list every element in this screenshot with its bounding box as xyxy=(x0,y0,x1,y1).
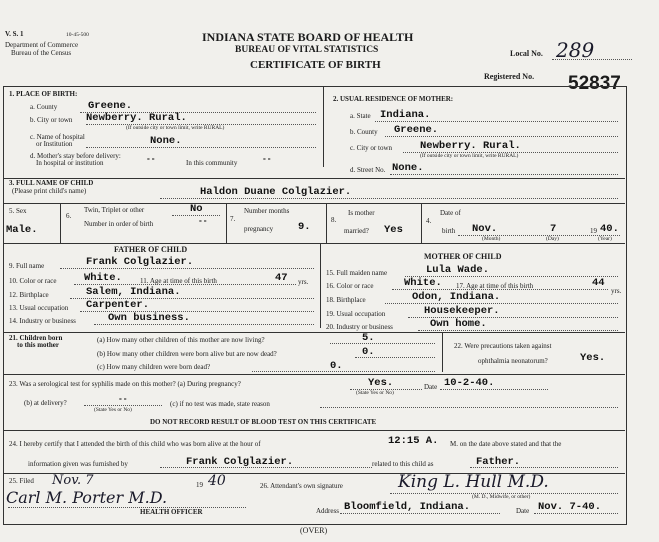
relation-value: Father. xyxy=(476,456,521,468)
residence-state-label: a. State xyxy=(350,112,371,120)
hospital-label: c. Name of hospital xyxy=(30,133,85,141)
mother-occupation-value: Housekeeper. xyxy=(424,305,500,317)
hospital-value: None. xyxy=(150,135,182,147)
stillborn-value: 0. xyxy=(330,360,343,372)
institution-label: or Institution xyxy=(36,140,73,148)
residence-city-label: c. City or town xyxy=(350,144,392,152)
filed-label: 25. Filed xyxy=(9,477,34,485)
father-name-value: Frank Colglazier. xyxy=(86,256,194,268)
certify-statement-end: M. on the date above stated and that the xyxy=(450,440,562,448)
relation-label: related to this child as xyxy=(372,460,434,468)
twin-value: No xyxy=(190,203,203,215)
father-birthplace-value: Salem, Indiana. xyxy=(86,286,181,298)
twin-number: 6. xyxy=(66,212,72,220)
health-officer-signature: Carl M. Porter M.D. xyxy=(6,488,168,507)
attendant-signature-label: 26. Attendant's own signature xyxy=(260,482,343,490)
father-age-unit: yrs. xyxy=(298,278,309,286)
father-occupation-label: 13. Usual occupation xyxy=(9,304,69,312)
certify-statement: 24. I hereby certify that I attended the birth of this child who was born alive at the hour of xyxy=(9,440,261,448)
child-name-heading: 3. FULL NAME OF CHILD xyxy=(9,179,94,187)
mother-race-label: 16. Color or race xyxy=(326,282,374,290)
health-officer-label: HEALTH OFFICER xyxy=(140,508,203,516)
residence-city-value: Newberry. Rural. xyxy=(420,140,521,152)
father-race-value: White. xyxy=(84,272,122,284)
ophthalmia-subquestion: ophthalmia neonatorum? xyxy=(478,357,548,365)
form-number: V. S. 1 xyxy=(5,30,24,38)
father-birthplace-label: 12. Birthplace xyxy=(9,291,49,299)
residence-county-label: b. County xyxy=(350,128,378,136)
bureau-line: Bureau of the Census xyxy=(11,49,72,57)
serology-question: 23. Was a serological test for syphilis made on this mother? (a) During pregnancy? xyxy=(9,380,241,388)
serology-date-label: Date xyxy=(424,383,438,391)
year-note: (Year) xyxy=(598,236,612,242)
birth-city-label: b. City or town xyxy=(30,116,73,124)
birth-label: birth xyxy=(442,227,456,235)
serology-reason-label: (c) if no test was made, state reason xyxy=(170,400,270,408)
department-line: Department of Commerce xyxy=(5,41,79,49)
informant-value: Frank Colglazier. xyxy=(186,456,294,468)
registered-number-label: Registered No. xyxy=(484,72,535,81)
birth-city-note: (If outside city or town limit, write RURAL) xyxy=(126,125,225,131)
blood-test-warning: DO NOT RECORD RESULT OF BLOOD TEST ON THIS CERTIFICATE xyxy=(150,418,377,426)
certificate-title: CERTIFICATE OF BIRTH xyxy=(250,59,381,71)
filed-year-value: 40 xyxy=(208,473,226,489)
place-of-birth-heading: 1. PLACE OF BIRTH: xyxy=(9,90,78,98)
community-stay-label: In this community xyxy=(186,159,238,167)
twin-label: Twin, Triplet or other xyxy=(84,206,145,214)
attendant-signature: King L. Hull M.D. xyxy=(398,472,549,492)
mother-age-label: 17. Age at time of this birth xyxy=(456,282,534,290)
birth-day-value: 7 xyxy=(550,223,557,235)
children-living-value: 5. xyxy=(362,332,375,344)
attendant-note: (M. D., Midwife, or other) xyxy=(472,494,531,500)
ophthalmia-question: 22. Were precautions taken against xyxy=(454,342,552,350)
birth-city-value: Newberry. Rural. xyxy=(86,112,187,124)
serology-delivery-note: (State Yes or No) xyxy=(94,407,132,413)
married-question: married? xyxy=(344,227,369,235)
serology-date-value: 10-2-40. xyxy=(444,377,495,389)
filed-date-value: Nov. 7 xyxy=(52,473,94,488)
birth-date-number: 4. xyxy=(426,217,432,225)
over-note: (OVER) xyxy=(300,526,328,535)
married-value: Yes xyxy=(384,224,403,236)
father-age-label: 11. Age at time of this birth xyxy=(140,277,217,285)
children-subheading: to this mother xyxy=(17,341,59,349)
attendant-date-value: Nov. 7-40. xyxy=(538,501,602,513)
pregnancy-label: pregnancy xyxy=(244,225,274,233)
mother-heading: MOTHER OF CHILD xyxy=(424,252,502,261)
mother-name-label: 15. Full maiden name xyxy=(326,269,388,277)
child-name-value: Haldon Duane Colglazier. xyxy=(200,186,352,198)
birth-county-label: a. County xyxy=(30,103,58,111)
local-number-label: Local No. xyxy=(510,49,543,58)
mother-birthplace-label: 18. Birthplace xyxy=(326,296,366,304)
birth-year-prefix: 19 xyxy=(590,227,597,235)
children-living-question: (a) How many other children of this mother are now living? xyxy=(97,336,265,344)
serology-delivery-value: -- xyxy=(118,395,128,404)
hospital-stay-label: In hospital or institution xyxy=(36,159,104,167)
address-value: Bloomfield, Indiana. xyxy=(344,501,471,513)
birth-month-value: Nov. xyxy=(472,223,498,235)
address-label: Address xyxy=(316,507,339,515)
day-note: (Day) xyxy=(546,236,559,242)
months-label: Number months xyxy=(244,207,290,215)
serology-pregnancy-value: Yes. xyxy=(368,377,394,389)
mother-name-value: Lula Wade. xyxy=(426,264,490,276)
birth-hour-value: 12:15 A. xyxy=(388,435,439,447)
mother-occupation-label: 19. Usual occupation xyxy=(326,310,386,318)
form-reference: 10-45-500 xyxy=(66,32,89,38)
pregnancy-months-value: 9. xyxy=(298,221,311,233)
serology-delivery-label: (b) at delivery? xyxy=(24,399,67,407)
married-number: 8. xyxy=(331,216,337,224)
children-dead-value: 0. xyxy=(362,346,375,358)
residence-state-value: Indiana. xyxy=(380,109,431,121)
mother-race-value: White. xyxy=(404,277,442,289)
stillborn-question: (c) How many children were born dead? xyxy=(97,363,211,371)
mother-age-value: 44 xyxy=(592,277,605,289)
mother-industry-value: Own home. xyxy=(430,318,487,330)
mother-industry-label: 20. Industry or business xyxy=(326,323,393,331)
months-number: 7. xyxy=(230,215,236,223)
residence-city-note: (If outside city or town limit, write RURAL) xyxy=(420,153,519,159)
children-dead-question: (b) How many other children were born alive but are now dead? xyxy=(97,350,277,358)
married-label: Is mother xyxy=(348,209,375,217)
father-industry-value: Own business. xyxy=(108,312,190,324)
birth-order-label: Number in order of birth xyxy=(84,220,154,228)
attendant-date-label: Date xyxy=(516,507,530,515)
sex-label: 5. Sex xyxy=(9,207,27,215)
residence-street-label: d. Street No. xyxy=(350,166,386,174)
children-heading: 21. Children born xyxy=(9,334,63,342)
hospital-stay-value: -- xyxy=(146,155,156,164)
bureau-title: BUREAU OF VITAL STATISTICS xyxy=(235,45,379,55)
local-number-value: 289 xyxy=(556,38,595,62)
birth-year-value: 40. xyxy=(600,223,619,235)
residence-street-value: None. xyxy=(392,162,424,174)
informant-label: information given was furnished by xyxy=(28,460,128,468)
filed-year-prefix: 19 xyxy=(196,481,203,489)
father-industry-label: 14. Industry or business xyxy=(9,317,76,325)
mother-age-unit: yrs. xyxy=(611,287,622,295)
father-age-value: 47 xyxy=(275,272,288,284)
birth-order-value: -- xyxy=(198,217,208,226)
father-occupation-value: Carpenter. xyxy=(86,299,150,311)
residence-county-value: Greene. xyxy=(394,124,439,136)
birth-county-value: Greene. xyxy=(88,100,133,112)
father-name-label: 9. Full name xyxy=(9,262,45,270)
father-heading: FATHER OF CHILD xyxy=(114,245,188,254)
birth-date-label: Date of xyxy=(440,209,461,217)
father-race-label: 10. Color or race xyxy=(9,277,57,285)
month-note: (Month) xyxy=(482,236,501,242)
registered-number-value: 52837 xyxy=(568,73,621,94)
mother-birthplace-value: Odon, Indiana. xyxy=(412,291,501,303)
mother-stay-label: d. Mother's stay before delivery: xyxy=(30,152,121,160)
serology-yes-no-note: (State Yes or No) xyxy=(356,390,394,396)
ophthalmia-value: Yes. xyxy=(580,352,606,364)
page-title: INDIANA STATE BOARD OF HEALTH xyxy=(202,30,414,44)
residence-heading: 2. USUAL RESIDENCE OF MOTHER: xyxy=(333,95,454,103)
sex-value: Male. xyxy=(6,224,38,236)
community-stay-value: -- xyxy=(262,155,272,164)
child-name-note: (Please print child's name) xyxy=(12,187,87,195)
